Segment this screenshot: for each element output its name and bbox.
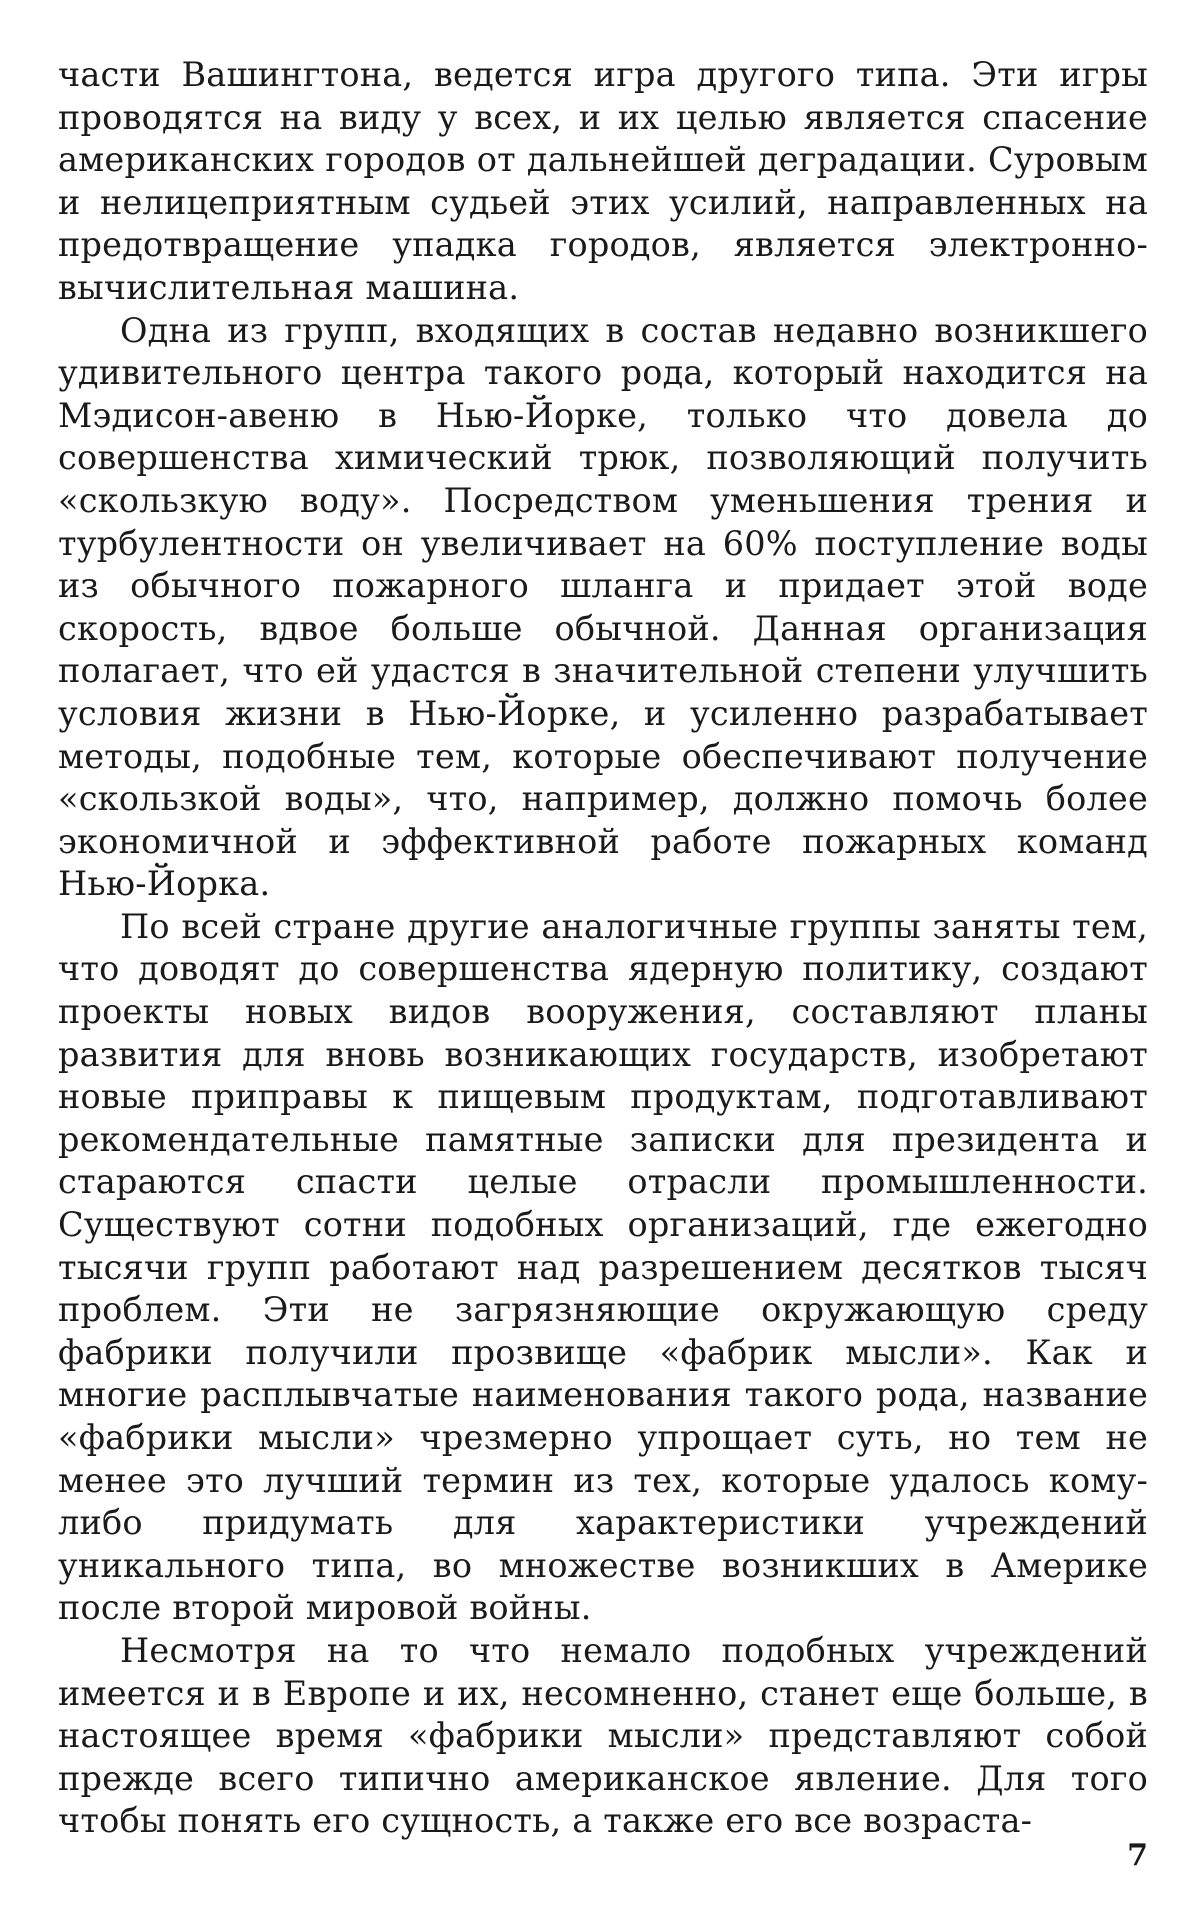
paragraph-3: По всей стране другие аналогичные группы заняты тем, что доводят до совершенства ядерную политику, создают проекты новых видов вооружения, составляют планы развития для вновь возникающих государств, изобретают новые приправы к пищевым продуктам, подготавливают рекомендательные памятные записки для президента и стараются спасти целые отрасли промышленности. Существуют сотни подобных организаций, где ежегодно тысячи групп работают над разрешением десятков тысяч проблем. Эти не загрязняющие окружающую среду фабрики получили прозвище «фабрик мысли». Как и многие расплывчатые наименования такого рода, название «фабрики мысли» чрезмерно упрощает суть, но тем не менее это лучший термин из тех, которые удалось кому-либо придумать для характеристики учреждений уникального типа, во множестве возникших в Америке после второй мировой войны. xyxy=(58,906,1148,1628)
paragraph-2: Одна из групп, входящих в состав недавно возникшего удивительного центра такого рода, который находится на Мэдисон-авеню в Нью-Йорке, только что довела до совершенства химический трюк, позволяющий получить «скользкую воду». Посредством уменьшения трения и турбулентности он увеличивает на 60% поступление воды из обычного пожарного шланга и придает этой воде скорость, вдвое больше обычной. Данная организация полагает, что ей удастся в значительной степени улучшить условия жизни в Нью-Йорке, и усиленно разрабатывает методы, подобные тем, которые обеспечивают получение «скользкой воды», что, например, должно помочь более экономичной и эффективной работе пожарных команд Нью-Йорка. xyxy=(58,310,1148,904)
page-number: 7 xyxy=(1127,1838,1148,1873)
paragraph-1: части Вашингтона, ведется игра другого типа. Эти игры проводятся на виду у всех, и их целью является спасение американских городов от дальнейшей деградации. Суровым и нелицеприятным судьей этих усилий, направленных на предотвращение упадка городов, является электронно-вычислительная машина. xyxy=(58,55,1148,307)
page-body xyxy=(58,54,1148,1843)
paragraph-4: Несмотря на то что немало подобных учреждений имеется и в Европе и их, несомненно, станет еще больше, в настоящее время «фабрики мысли» представляют собой прежде всего типично американское явление. Для того чтобы понять его сущность, а также его все возраста- xyxy=(58,1630,1148,1841)
